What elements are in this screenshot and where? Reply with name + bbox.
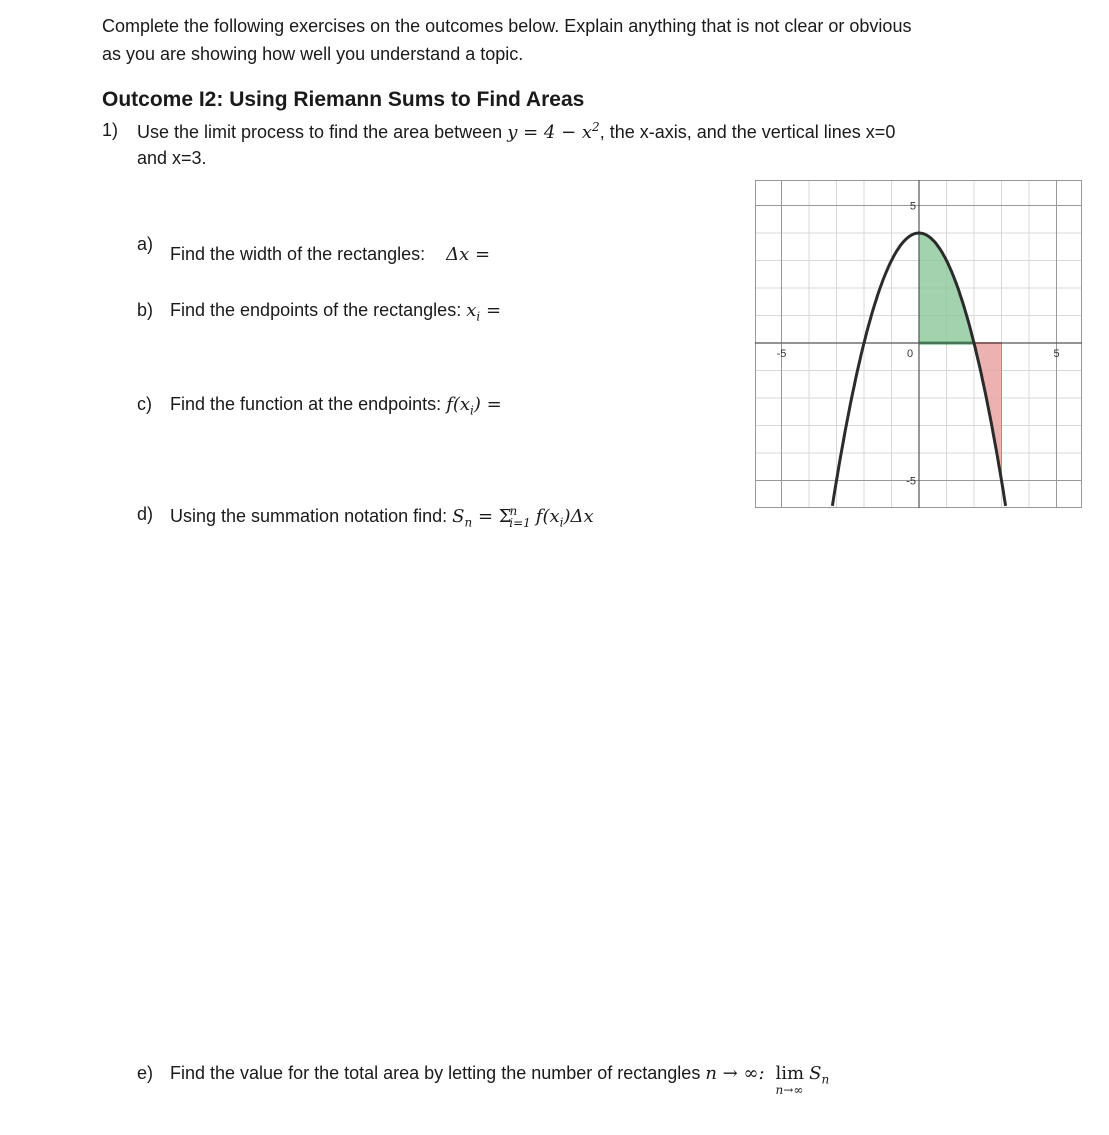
y-tick-5: 5 xyxy=(909,200,916,213)
x-tick-5: 5 xyxy=(1053,348,1060,360)
origin-label: 0 xyxy=(906,348,914,360)
part-c-question: Find the function at the endpoints: $f(x_i)$ = xyxy=(170,394,502,418)
x-tick-neg5: -5 xyxy=(776,348,787,360)
problem-number: 1) xyxy=(102,120,119,140)
problem-statement-line-2: and x=3. xyxy=(137,148,207,168)
instructions-line-2: as you are showing how well you understand a topic. xyxy=(102,44,524,64)
parabola-graph xyxy=(755,180,1082,508)
outcome-heading: Outcome I2: Using Riemann Sums to Find Areas xyxy=(102,88,585,111)
part-c-marker: c) xyxy=(137,394,152,414)
graph-shading xyxy=(919,233,1002,481)
graph-axes xyxy=(755,180,1082,508)
part-b-marker: b) xyxy=(137,300,154,320)
part-d-question: Using the summation notation find: $S_n = \Sigma^n_{i=1}$ $f(x_i)\Delta x$ xyxy=(170,504,594,530)
limit-expression: lim n→∞ xyxy=(775,1063,805,1097)
problem-text-b: , the x-axis, and the vertical lines x=0 xyxy=(599,122,896,142)
part-d-marker: d) xyxy=(137,504,154,524)
part-a-question: Find the width of the rectangles: Δx = xyxy=(170,244,491,265)
problem-equation: $y = 4 - x^2$ xyxy=(507,120,600,143)
part-e-question: Find the value for the total area by letting the number of rectangles n → ∞: lim n→∞ $S_n$ xyxy=(170,1063,830,1097)
part-a-marker: a) xyxy=(137,234,154,254)
graph-tick-labels xyxy=(777,201,1060,488)
problem-text-a: Use the limit process to find the area between xyxy=(137,122,503,142)
part-e-marker: e) xyxy=(137,1063,154,1083)
problem-statement-line-1 xyxy=(137,120,895,143)
y-tick-neg5: -5 xyxy=(906,475,916,488)
instructions-line-1: Complete the following exercises on the outcomes below. Explain anything that is not clear or obvious xyxy=(102,16,912,36)
part-b-question: Find the endpoints of the rectangles: $x_i$ = xyxy=(170,300,502,324)
